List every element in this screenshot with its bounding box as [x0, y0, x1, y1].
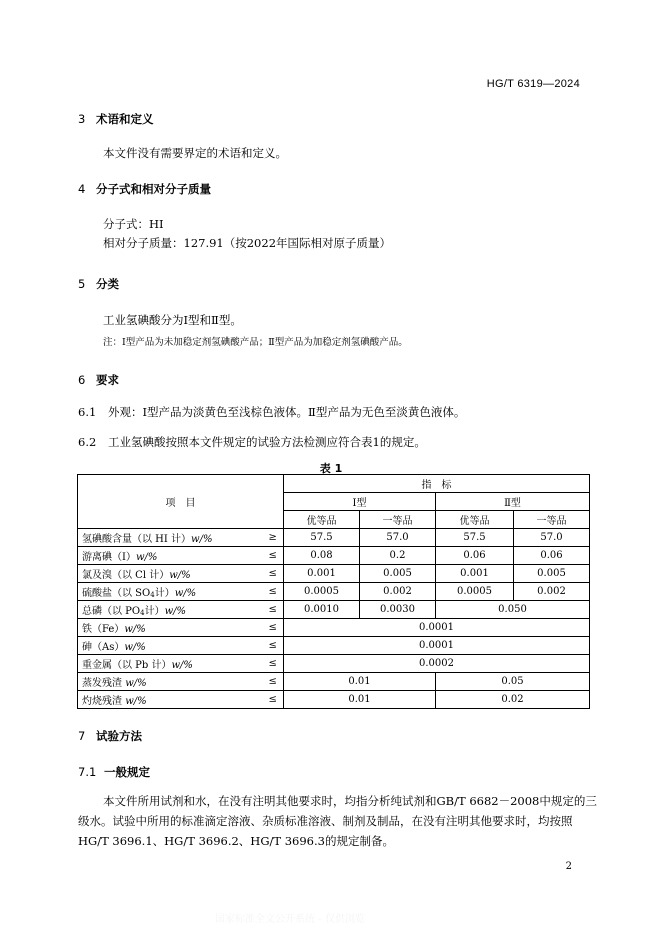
clause-number: 6.1	[78, 405, 97, 419]
value-cell: 0.0002	[284, 655, 590, 673]
value-cell: 0.06	[436, 547, 514, 565]
paragraph-line: HG/T 3696.1、HG/T 3696.2、HG/T 3696.3的规定制备。	[78, 834, 394, 848]
item-name: 铁（Fe）w/%	[78, 619, 263, 637]
item-name: 游离碘（I）w/%	[78, 547, 263, 565]
value-cell: 0.005	[360, 565, 436, 583]
limit-symbol: ≤	[263, 619, 284, 637]
table-row	[78, 691, 590, 709]
section-title: 一般规定	[104, 765, 150, 779]
value-cell: 0.001	[436, 565, 514, 583]
item-name: 硫酸盐（以 $SO_4$计）w/%	[78, 583, 263, 601]
value-cell: 57.5	[436, 529, 514, 547]
paragraph-line: 本文件所用试剂和水，在没有注明其他要求时，均指分析纯试剂和GB/T 6682－2008中规定的三	[103, 794, 597, 808]
value-cell: 0.005	[514, 565, 590, 583]
value-cell: 0.0001	[284, 619, 590, 637]
table-row	[78, 655, 590, 673]
table-row	[78, 529, 590, 547]
value-cell: 0.0005	[284, 583, 360, 601]
item-name: 重金属（以 Pb 计）w/%	[78, 655, 263, 673]
limit-symbol: ≤	[263, 565, 284, 583]
value-cell: 57.0	[514, 529, 590, 547]
table-row	[78, 601, 590, 619]
table-row	[78, 637, 590, 655]
value-cell: 0.2	[360, 547, 436, 565]
item-name: 氢碘酸含量（以 HI 计）w/%	[78, 529, 263, 547]
table-header-row	[78, 475, 590, 493]
value-cell: 0.01	[284, 691, 436, 709]
spec-table	[77, 474, 590, 709]
value-cell: 0.08	[284, 547, 360, 565]
table-caption: 表 1	[319, 462, 343, 475]
type-2-header: Ⅱ型	[436, 493, 590, 511]
value-cell: 0.01	[284, 673, 436, 691]
limit-symbol: ≤	[263, 547, 284, 565]
value-cell: 0.050	[436, 601, 590, 619]
clause-text: 工业氢碘酸按照本文件规定的试验方法检测应符合表1的规定。	[108, 435, 426, 449]
section-4-heading	[78, 181, 211, 197]
section-6-heading	[78, 372, 119, 388]
grade-header: 一等品	[360, 511, 436, 529]
limit-symbol: ≤	[263, 673, 284, 691]
value-cell: 0.001	[284, 565, 360, 583]
value-cell: 0.06	[514, 547, 590, 565]
type-1-header: Ⅰ型	[284, 493, 436, 511]
item-name: 总磷（以 $PO_4$计）w/%	[78, 601, 263, 619]
value-cell: 0.0001	[284, 637, 590, 655]
section-number: 5	[78, 277, 86, 291]
limit-symbol: ≤	[263, 637, 284, 655]
value-cell: 0.05	[436, 673, 590, 691]
section-number: 6	[78, 373, 86, 387]
item-name: 氯及溴（以 Cl 计）w/%	[78, 565, 263, 583]
section-number: 3	[78, 112, 86, 126]
section-number: 4	[78, 182, 86, 196]
limit-symbol: ≥	[263, 529, 284, 547]
item-header: 项 目	[78, 475, 284, 529]
section-5-text: 工业氢碘酸分为Ⅰ型和Ⅱ型。	[103, 313, 242, 327]
value-cell: 0.0005	[436, 583, 514, 601]
paragraph-line: 级水。试验中所用的标准滴定溶液、杂质标准溶液、制剂及制品，在没有注明其他要求时，均按照	[78, 814, 573, 828]
section-3-heading	[78, 111, 154, 127]
clause-text: 外观：Ⅰ型产品为淡黄色至浅棕色液体。Ⅱ型产品为无色至淡黄色液体。	[108, 405, 466, 419]
standard-number: HG/T 6319—2024	[486, 78, 580, 90]
value-cell: 57.0	[360, 529, 436, 547]
value-cell: 57.5	[284, 529, 360, 547]
footer-watermark: 国家标准全文公开系统 - 仅供浏览	[215, 914, 365, 925]
clause-6-2	[78, 434, 426, 450]
value-cell: 0.02	[436, 691, 590, 709]
table-row	[78, 583, 590, 601]
value-cell: 0.002	[360, 583, 436, 601]
value-cell: 0.0030	[360, 601, 436, 619]
limit-symbol: ≤	[263, 583, 284, 601]
value-cell: 0.002	[514, 583, 590, 601]
molecular-mass: 相对分子质量：127.91（按2022年国际相对原子质量）	[103, 236, 392, 250]
clause-number: 6.2	[78, 435, 97, 449]
index-header: 指 标	[284, 475, 590, 493]
limit-symbol: ≤	[263, 691, 284, 709]
section-title: 分子式和相对分子质量	[96, 182, 211, 196]
grade-header: 一等品	[514, 511, 590, 529]
molecular-formula: 分子式：HI	[103, 217, 164, 231]
limit-symbol: ≤	[263, 655, 284, 673]
section-3-text: 本文件没有需要界定的术语和定义。	[103, 146, 287, 160]
section-title: 术语和定义	[96, 112, 154, 126]
item-name: 灼烧残渣 w/%	[78, 691, 263, 709]
section-number: 7	[78, 729, 86, 743]
section-7-heading	[78, 728, 142, 744]
value-cell: 0.0010	[284, 601, 360, 619]
limit-symbol: ≤	[263, 601, 284, 619]
table-row	[78, 673, 590, 691]
section-title: 试验方法	[96, 729, 142, 743]
item-name: 砷（As）w/%	[78, 637, 263, 655]
table-row	[78, 547, 590, 565]
section-title: 要求	[96, 373, 119, 387]
page-number: 2	[565, 861, 572, 872]
subsection-7-1-heading	[78, 764, 150, 780]
grade-header: 优等品	[284, 511, 360, 529]
item-name: 蒸发残渣 w/%	[78, 673, 263, 691]
grade-header: 优等品	[436, 511, 514, 529]
section-5-heading	[78, 276, 119, 292]
section-number: 7.1	[78, 765, 97, 779]
table-row	[78, 619, 590, 637]
clause-6-1	[78, 404, 465, 420]
section-title: 分类	[96, 277, 119, 291]
table-row	[78, 565, 590, 583]
classification-note: 注：Ⅰ型产品为未加稳定剂氢碘酸产品；Ⅱ型产品为加稳定剂氢碘酸产品。	[103, 337, 408, 348]
